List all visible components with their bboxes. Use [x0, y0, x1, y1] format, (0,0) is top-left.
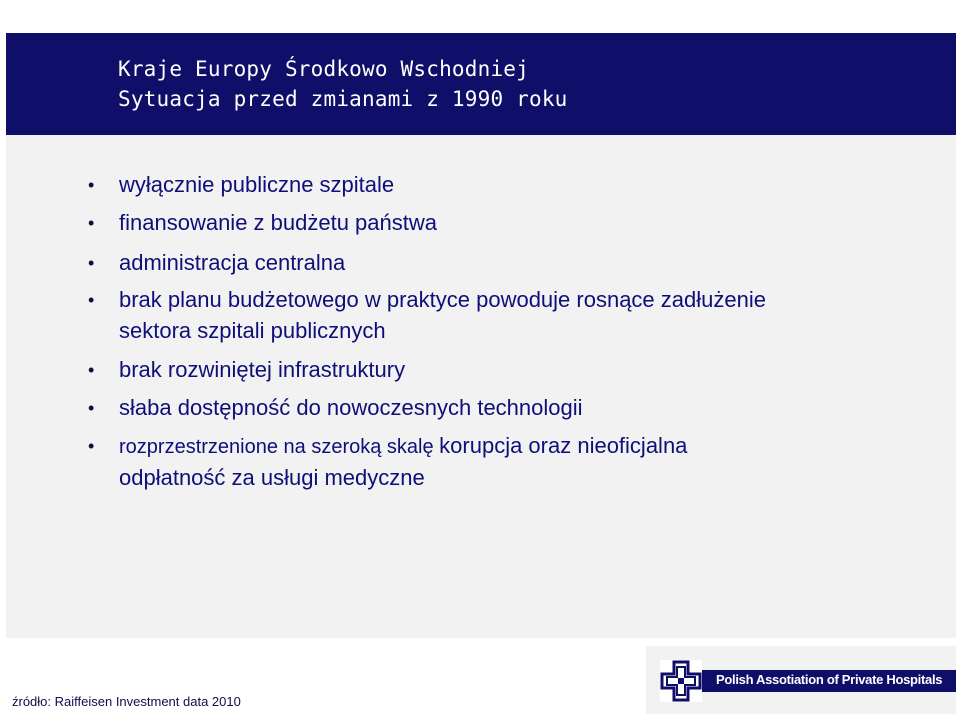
source-note: źródło: Raiffeisen Investment data 2010: [12, 694, 241, 709]
bullet-icon: •: [88, 175, 95, 195]
hospital-cross-emblem-icon: [660, 660, 702, 702]
list-item: brak rozwiniętej infrastruktury: [119, 357, 406, 382]
list-item-segment: korupcja oraz nieoficjalna: [439, 433, 688, 458]
bullet-icon: •: [88, 436, 95, 456]
bullet-icon: •: [88, 398, 95, 418]
list-item: administracja centralna: [119, 250, 346, 275]
list-item-line: odpłatność za usługi medyczne: [119, 465, 425, 490]
slide-title: Kraje Europy Środkowo Wschodniej: [118, 57, 529, 81]
list-item: [119, 284, 879, 347]
list-item: wyłącznie publiczne szpitale: [119, 172, 395, 197]
bullet-icon: •: [88, 360, 95, 380]
slide-subtitle: Sytuacja przed zmianami z 1990 roku: [118, 87, 568, 111]
logo-banner: [702, 670, 956, 692]
list-item-line: brak planu budżetowego w praktyce powoduje rosnące zadłużenie: [119, 287, 766, 312]
list-item-line: sektora szpitali publicznych: [119, 318, 386, 343]
list-item-segment: rozprzestrzenione na szeroką skalę: [119, 436, 440, 458]
bullet-icon: •: [88, 213, 95, 233]
association-logo: [646, 646, 956, 714]
list-item: [119, 430, 879, 494]
logo-text: Polish Assotiation of Private Hospitals: [716, 672, 943, 687]
list-item: słaba dostępność do nowoczesnych technologii: [119, 395, 583, 420]
list-item: finansowanie z budżetu państwa: [119, 210, 437, 235]
content-panel: [6, 135, 956, 638]
title-banner: [6, 33, 956, 135]
bullet-icon: •: [88, 253, 95, 273]
bullet-icon: •: [88, 290, 95, 310]
